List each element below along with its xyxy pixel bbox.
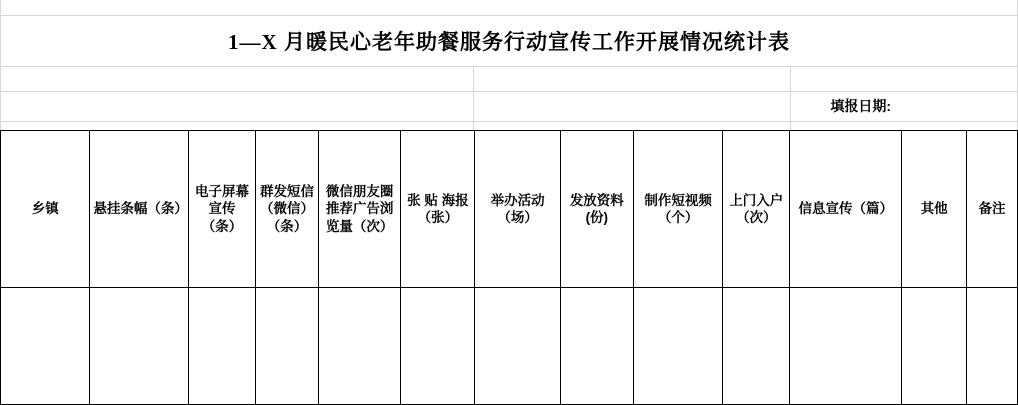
cell-other[interactable]	[902, 288, 967, 405]
cell-remarks[interactable]	[967, 288, 1018, 405]
column-header-other: 其他	[902, 131, 967, 288]
page-title: 1—X 月暖民心老年助餐服务行动宣传工作开展情况统计表	[228, 30, 790, 54]
cell-wechat-moments-ads[interactable]	[318, 288, 400, 405]
column-header-posters: 张 贴 海报（张）	[401, 131, 475, 288]
fill-date-label: 填报日期:	[830, 98, 891, 114]
statistics-table	[0, 130, 1018, 405]
fill-date-row	[0, 92, 1018, 122]
column-header-group-sms: 群发短信（微信）（条）	[256, 131, 319, 288]
column-header-short-videos: 制作短视频（个）	[633, 131, 722, 288]
cell-banners[interactable]	[90, 288, 189, 405]
grid-line-horizontal	[0, 66, 1018, 67]
column-header-banners: 悬挂条幅（条）	[90, 131, 189, 288]
column-header-electronic-screen: 电子屏幕宣传（条）	[188, 131, 255, 288]
column-header-door-to-door: 上门入户（次）	[723, 131, 790, 288]
cell-electronic-screen[interactable]	[188, 288, 255, 405]
table-row	[1, 288, 1018, 405]
cell-materials[interactable]	[560, 288, 633, 405]
cell-door-to-door[interactable]	[723, 288, 790, 405]
table-header-row	[1, 131, 1018, 288]
column-header-activities: 举办活动（场）	[475, 131, 560, 288]
cell-activities[interactable]	[475, 288, 560, 405]
column-header-township: 乡镇	[1, 131, 90, 288]
cell-township[interactable]	[1, 288, 90, 405]
column-header-remarks: 备注	[967, 131, 1018, 288]
cell-short-videos[interactable]	[633, 288, 722, 405]
document-title-row	[0, 16, 1018, 66]
column-header-information-publicity: 信息宣传（篇）	[790, 131, 902, 288]
column-header-wechat-moments-ads: 微信朋友圈推荐广告浏览量（次）	[318, 131, 400, 288]
cell-posters[interactable]	[401, 288, 475, 405]
cell-information-publicity[interactable]	[790, 288, 902, 405]
column-header-materials: 发放资料(份)	[560, 131, 633, 288]
cell-group-sms[interactable]	[256, 288, 319, 405]
